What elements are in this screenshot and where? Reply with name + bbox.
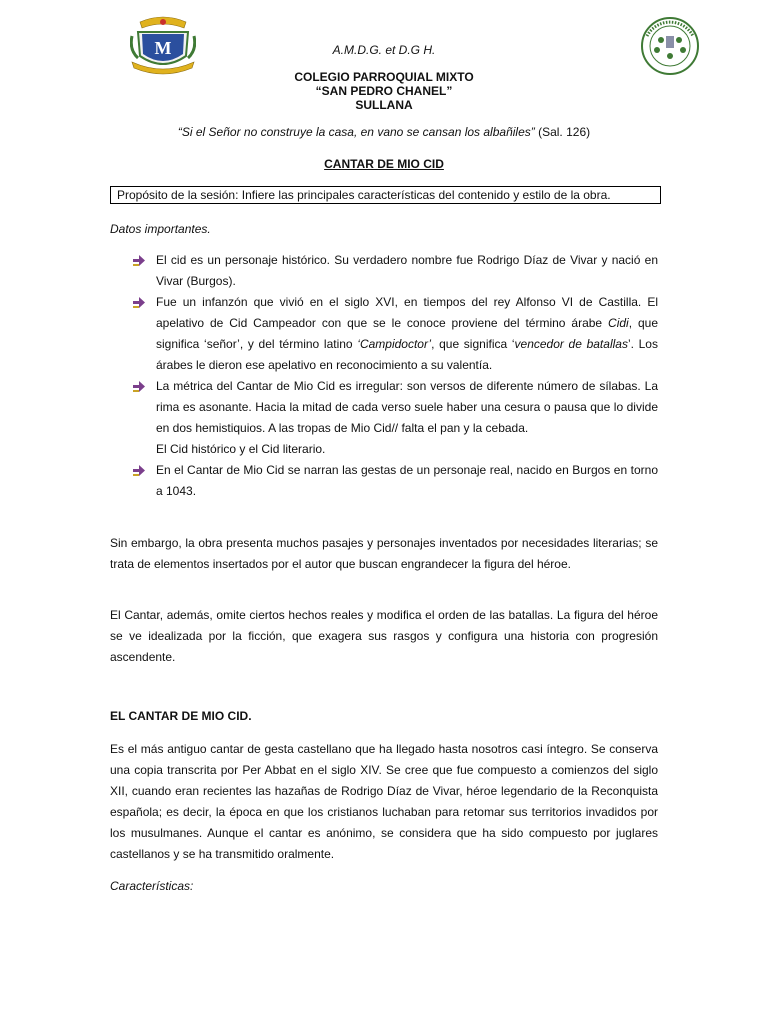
bullet-text-1: El cid es un personaje histórico. Su verdadero nombre fue Rodrigo Díaz de Vivar y nació en Vivar (Burgos). [156, 253, 658, 288]
arrow-bullet-icon [132, 296, 146, 309]
svg-text:M: M [154, 38, 172, 58]
paragraph-3: Es el más antiguo cantar de gesta castellano que ha llegado hasta nosotros casi íntegro. Se conserva una copia transcrita por Per Abbat en el siglo XIV. Se cree que fue compuesto a comienzos del siglo XII, cuando eran recientes las hazañas de Rodrigo Díaz de Vivar, héroe legendario de la Reconquista española; es decir, la época en que los cristianos luchaban para retomar sus territorios invadidos por los musulmanes. Aunque el cantar es anónimo, se considera que ha sido compuesto por juglares castellanos y se ha transmitido oralmente. [110, 742, 658, 861]
caracteristicas-heading: Características: [110, 879, 194, 893]
bullet-text-3: La métrica del Cantar de Mio Cid es irregular: son versos de diferente número de sílabas. La rima es asonante. Hacia la mitad de cada verso suele haber una cesura o pausa que lo divide en dos hemistiquios. A las tropas de Mio Cid// falta el pan y la cebada. [156, 379, 658, 435]
school-line-1: COLEGIO PARROQUIAL MIXTO [294, 70, 474, 84]
paragraph-2: El Cantar, además, omite ciertos hechos reales y modifica el orden de las batallas. La figura del héroe se ve idealizada por la ficción, que exagera sus rasgos y configura una historia con progresión ascendente. [110, 608, 658, 664]
bullet-text-4: En el Cantar de Mio Cid se narran las gestas de un personaje real, nacido en Burgos en torno a 1043. [156, 463, 658, 498]
bible-quote [0, 125, 768, 139]
section-heading: EL CANTAR DE MIO CID. [110, 709, 252, 723]
school-line-3: SULLANA [355, 98, 413, 112]
paragraph-1: Sin embargo, la obra presenta muchos pasajes y personajes inventados por necesidades literarias; se trata de elementos insertados por el autor que buscan engrandecer la figura del héroe. [110, 536, 658, 571]
bullet-text-3-extra: El Cid histórico y el Cid literario. [156, 442, 326, 456]
term-cidi: Cidi [608, 316, 629, 330]
school-name [0, 70, 768, 112]
motto: A.M.D.G. et D.G H. [332, 43, 436, 57]
list-item [132, 292, 658, 376]
bullet-text-2a: Fue un infanzón que vivió en el siglo XVI, en tiempos del rey Alfonso VI de Castilla. El apelativo de Cid Campeador con que se le conoce proviene del término árabe [156, 295, 658, 330]
arrow-bullet-icon [132, 380, 146, 393]
arrow-bullet-icon [132, 464, 146, 477]
arrow-bullet-icon [132, 254, 146, 267]
session-purpose-box: Propósito de la sesión: Infiere las principales características del contenido y estilo de la obra. [110, 186, 661, 204]
list-item [132, 376, 658, 460]
bullet-text-2b: , que significa ‘señor’, y del término latino [156, 316, 658, 351]
bullet-text-2d: ’. Los árabes le dieron ese apelativo en reconocimiento a su valentía. [156, 337, 658, 372]
list-item [132, 460, 658, 502]
list-item [132, 250, 658, 292]
bullet-list [132, 250, 658, 502]
term-campidoctor: ‘Campidoctor’ [357, 337, 432, 351]
quote-reference: (Sal. 126) [534, 125, 591, 139]
quote-text: “Si el Señor no construye la casa, en vano se cansan los albañiles” [177, 125, 535, 139]
term-vencedor: vencedor de batallas [514, 337, 628, 351]
bullet-text-2c: , que significa ‘ [431, 337, 515, 351]
document-title: CANTAR DE MIO CID [324, 157, 444, 171]
datos-heading: Datos importantes. [110, 222, 211, 236]
school-line-2: “SAN PEDRO CHANEL” [315, 84, 453, 98]
